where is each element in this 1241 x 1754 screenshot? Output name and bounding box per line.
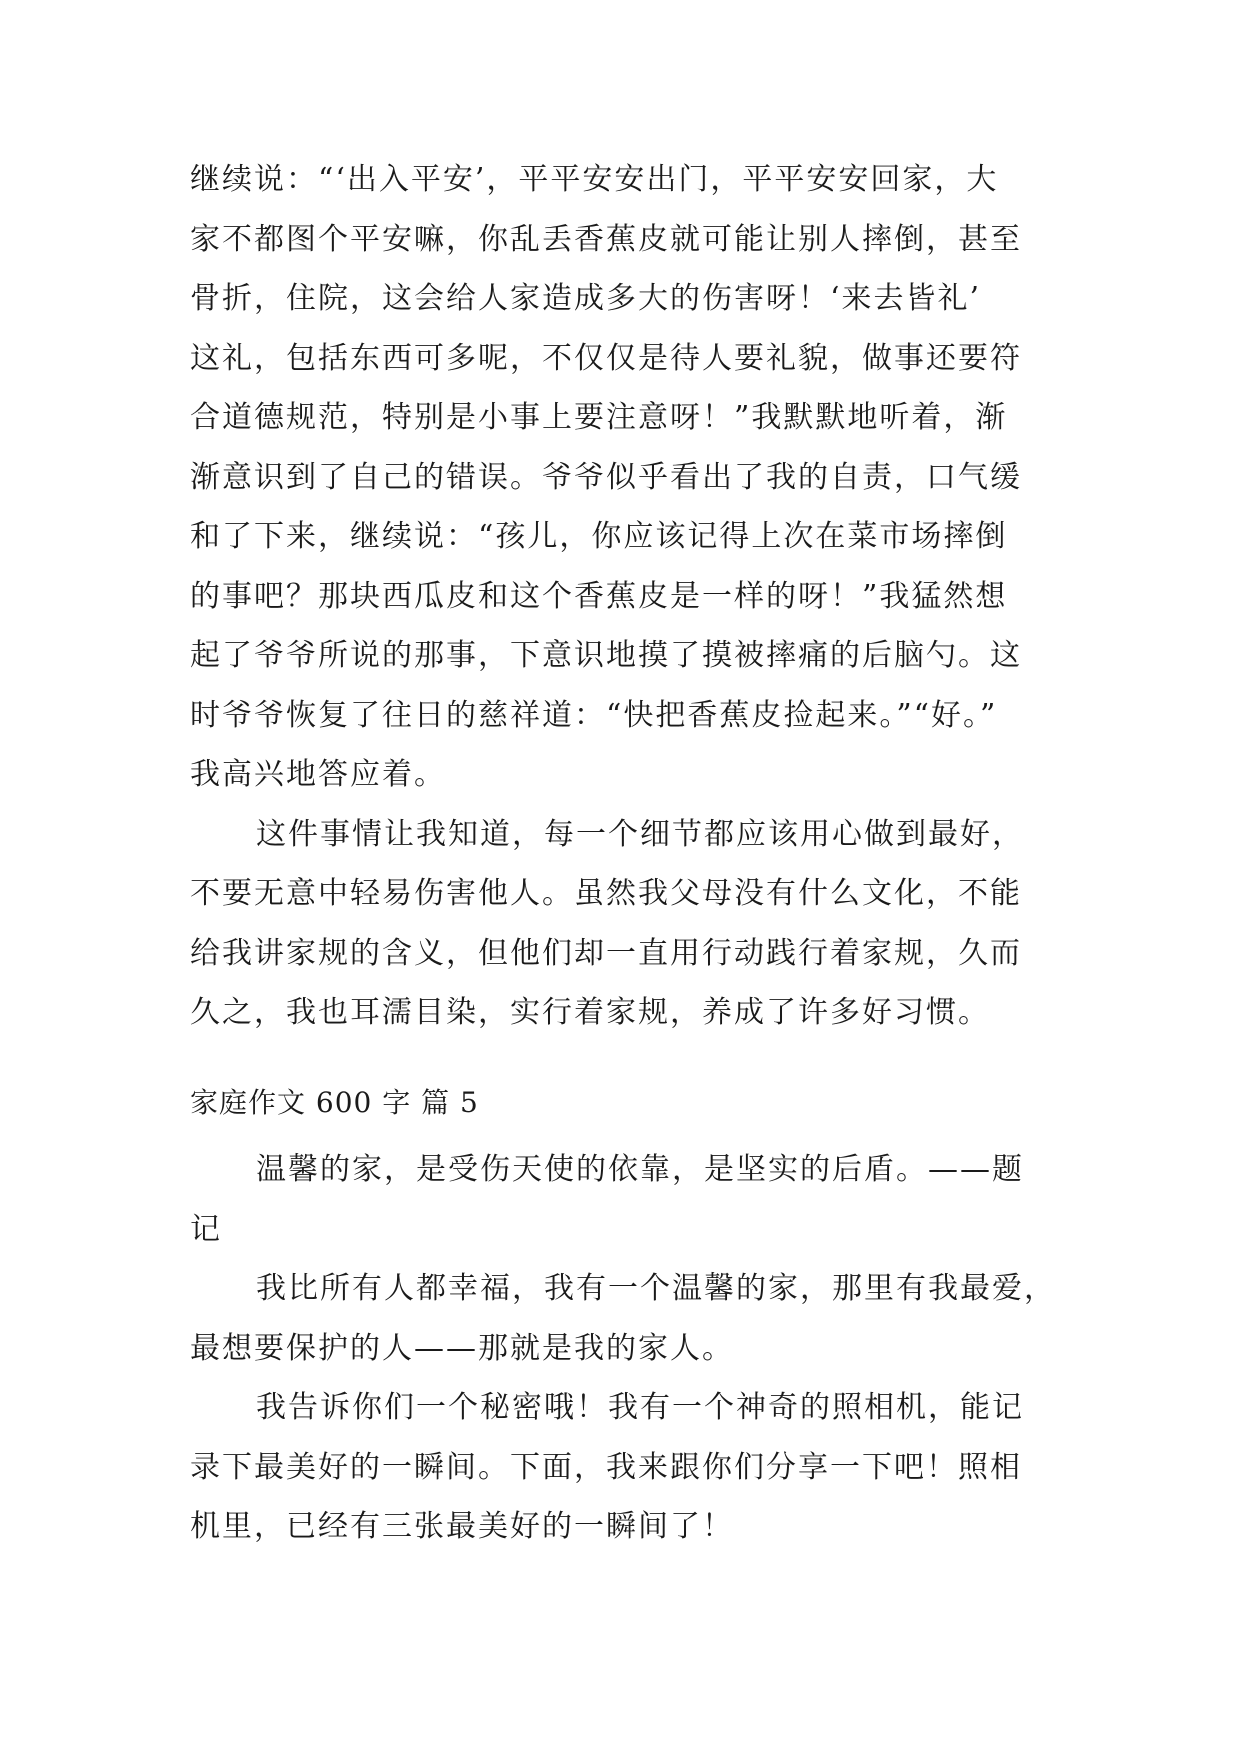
text-line: 起了爷爷所说的那事，下意识地摸了摸被摔痛的后脑勺。这 [190, 638, 1022, 673]
text-line: 久之，我也耳濡目染，实行着家规，养成了许多好习惯。 [190, 995, 990, 1030]
text-line: 这礼，包括东西可多呢，不仅仅是待人要礼貌，做事还要符 [190, 340, 1022, 376]
section-heading: 家庭作文 600 字 篇 5 [190, 1086, 479, 1119]
text-line: 骨折，住院，这会给人家造成多大的伤害呀！‘来去皆礼’ [190, 281, 982, 316]
text-line: 继续说：“‘出入平安’，平平安安出门，平平安安回家，大 [190, 162, 999, 197]
text-line: 最想要保护的人——那就是我的家人。 [190, 1330, 734, 1366]
text-line: 我告诉你们一个秘密哦！我有一个神奇的照相机，能记 [256, 1390, 1024, 1425]
text-line: 时爷爷恢复了往日的慈祥道：“快把香蕉皮捡起来。”“好。” [190, 697, 998, 733]
essay-5-body [190, 1140, 1058, 1557]
text-line: 不要无意中轻易伤害他人。虽然我父母没有什么文化，不能 [190, 876, 1022, 911]
text-line: 家不都图个平安嘛，你乱丢香蕉皮就可能让别人摔倒，甚至 [190, 221, 1022, 257]
text-line: 我高兴地答应着。 [190, 757, 446, 792]
text-line: 这件事情让我知道，每一个细节都应该用心做到最好， [256, 816, 1024, 852]
text-line: 合道德规范，特别是小事上要注意呀！”我默默地听着，渐 [190, 400, 1008, 435]
text-line: 录下最美好的一瞬间。下面，我来跟你们分享一下吧！照相 [190, 1449, 1022, 1485]
text-line: 渐意识到了自己的错误。爷爷似乎看出了我的自责，口气缓 [190, 459, 1022, 495]
text-line: 机里，已经有三张最美好的一瞬间了！ [190, 1509, 734, 1544]
story-continuation [190, 150, 1058, 1043]
text-line: 给我讲家规的含义，但他们却一直用行动践行着家规，久而 [190, 935, 1022, 971]
text-line: 和了下来，继续说：“孩儿，你应该记得上次在菜市场摔倒 [190, 519, 1008, 554]
text-line: 的事吧？那块西瓜皮和这个香蕉皮是一样的呀！”我猛然想 [190, 578, 1008, 614]
text-line: 记 [190, 1211, 222, 1247]
text-line: 我比所有人都幸福，我有一个温馨的家，那里有我最爱， [256, 1271, 1056, 1306]
text-line: 温馨的家，是受伤天使的依靠，是坚实的后盾。——题 [256, 1152, 1024, 1187]
